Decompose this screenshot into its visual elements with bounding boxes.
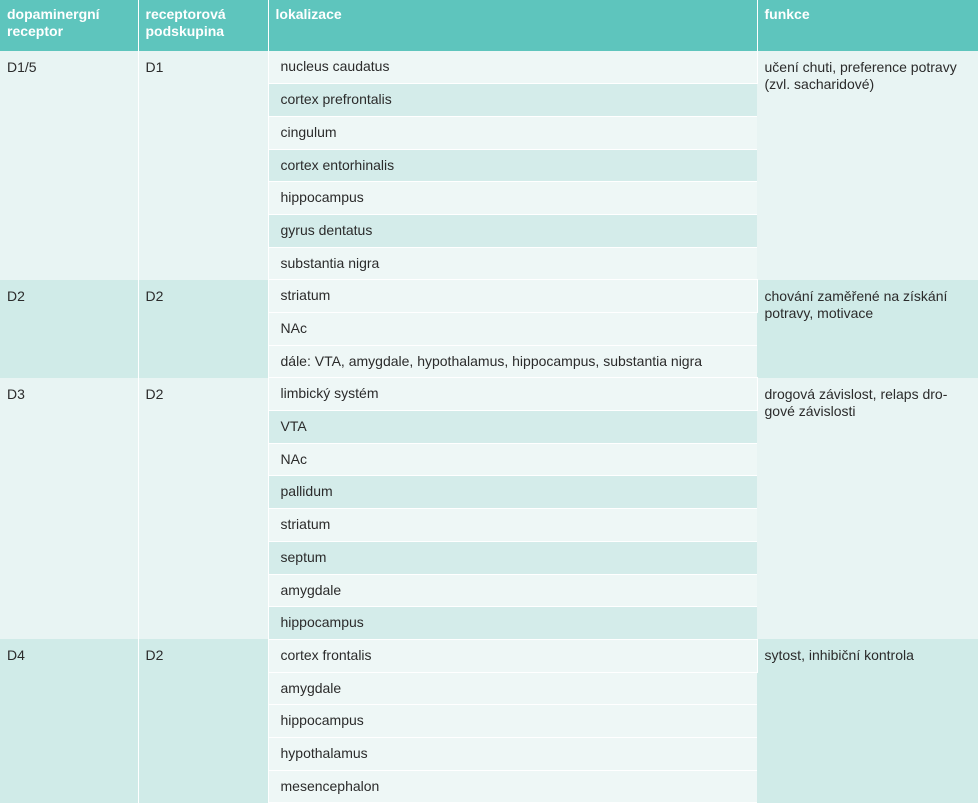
- location-cell: striatum: [268, 280, 757, 313]
- location-cell: hypothalamus: [268, 737, 757, 770]
- header-subgroup-line1: receptorová: [145, 6, 226, 22]
- location-cell: nucleus caudatus: [268, 51, 757, 84]
- location-cell: striatum: [268, 509, 757, 542]
- header-subgroup: [138, 0, 268, 51]
- header-receptor-line1: dopaminergní: [7, 6, 100, 22]
- function-line: učení chuti, preference potravy: [764, 59, 957, 75]
- subgroup-cell: D2: [138, 639, 268, 802]
- function-line: potravy, motivace: [764, 304, 874, 321]
- table-row: [0, 280, 978, 313]
- location-cell: amygdale: [268, 672, 757, 705]
- location-cell: cingulum: [268, 116, 757, 149]
- location-cell: mesencephalon: [268, 770, 757, 803]
- location-cell: amygdale: [268, 574, 757, 607]
- function-line: drogová závislost, relaps dro-: [764, 385, 948, 402]
- location-cell: cortex entorhinalis: [268, 149, 757, 182]
- table-row: [0, 51, 978, 84]
- function-line: chování zaměřené na získání: [764, 287, 948, 304]
- location-cell: substantia nigra: [268, 247, 757, 280]
- receptor-cell: D2: [0, 280, 138, 378]
- location-cell: NAc: [268, 313, 757, 346]
- location-cell: septum: [268, 541, 757, 574]
- header-receptor: [0, 0, 138, 51]
- table-body: [0, 51, 978, 803]
- location-cell: pallidum: [268, 476, 757, 509]
- location-cell: cortex frontalis: [268, 639, 757, 672]
- table-row: [0, 639, 978, 672]
- table-row: [0, 378, 978, 411]
- location-cell: VTA: [268, 411, 757, 444]
- function-line: sytost, inhibiční kontrola: [764, 647, 914, 664]
- function-line: (zvl. sacharidové): [764, 76, 875, 92]
- subgroup-cell: D2: [138, 280, 268, 378]
- function-cell: [757, 280, 978, 378]
- location-cell: dále: VTA, amygdale, hypothalamus, hippocampus, substantia nigra: [268, 345, 757, 378]
- location-cell: NAc: [268, 443, 757, 476]
- subgroup-cell: D2: [138, 378, 268, 640]
- header-row: [0, 0, 978, 51]
- location-cell: cortex prefrontalis: [268, 84, 757, 117]
- function-cell: [757, 639, 978, 802]
- receptor-cell: D4: [0, 639, 138, 802]
- location-cell: limbický systém: [268, 378, 757, 411]
- function-cell: [757, 378, 978, 640]
- header-location: lokalizace: [268, 0, 757, 51]
- header-receptor-line2: receptor: [7, 23, 64, 39]
- location-cell: hippocampus: [268, 607, 757, 640]
- subgroup-cell: D1: [138, 51, 268, 280]
- location-cell: hippocampus: [268, 705, 757, 738]
- header-subgroup-line2: podskupina: [145, 23, 225, 39]
- location-cell: gyrus dentatus: [268, 214, 757, 247]
- location-cell: hippocampus: [268, 182, 757, 215]
- header-function: funkce: [757, 0, 978, 51]
- function-cell: [757, 51, 978, 280]
- function-line: gové závislosti: [764, 402, 856, 419]
- receptor-cell: D3: [0, 378, 138, 640]
- receptor-cell: D1/5: [0, 51, 138, 280]
